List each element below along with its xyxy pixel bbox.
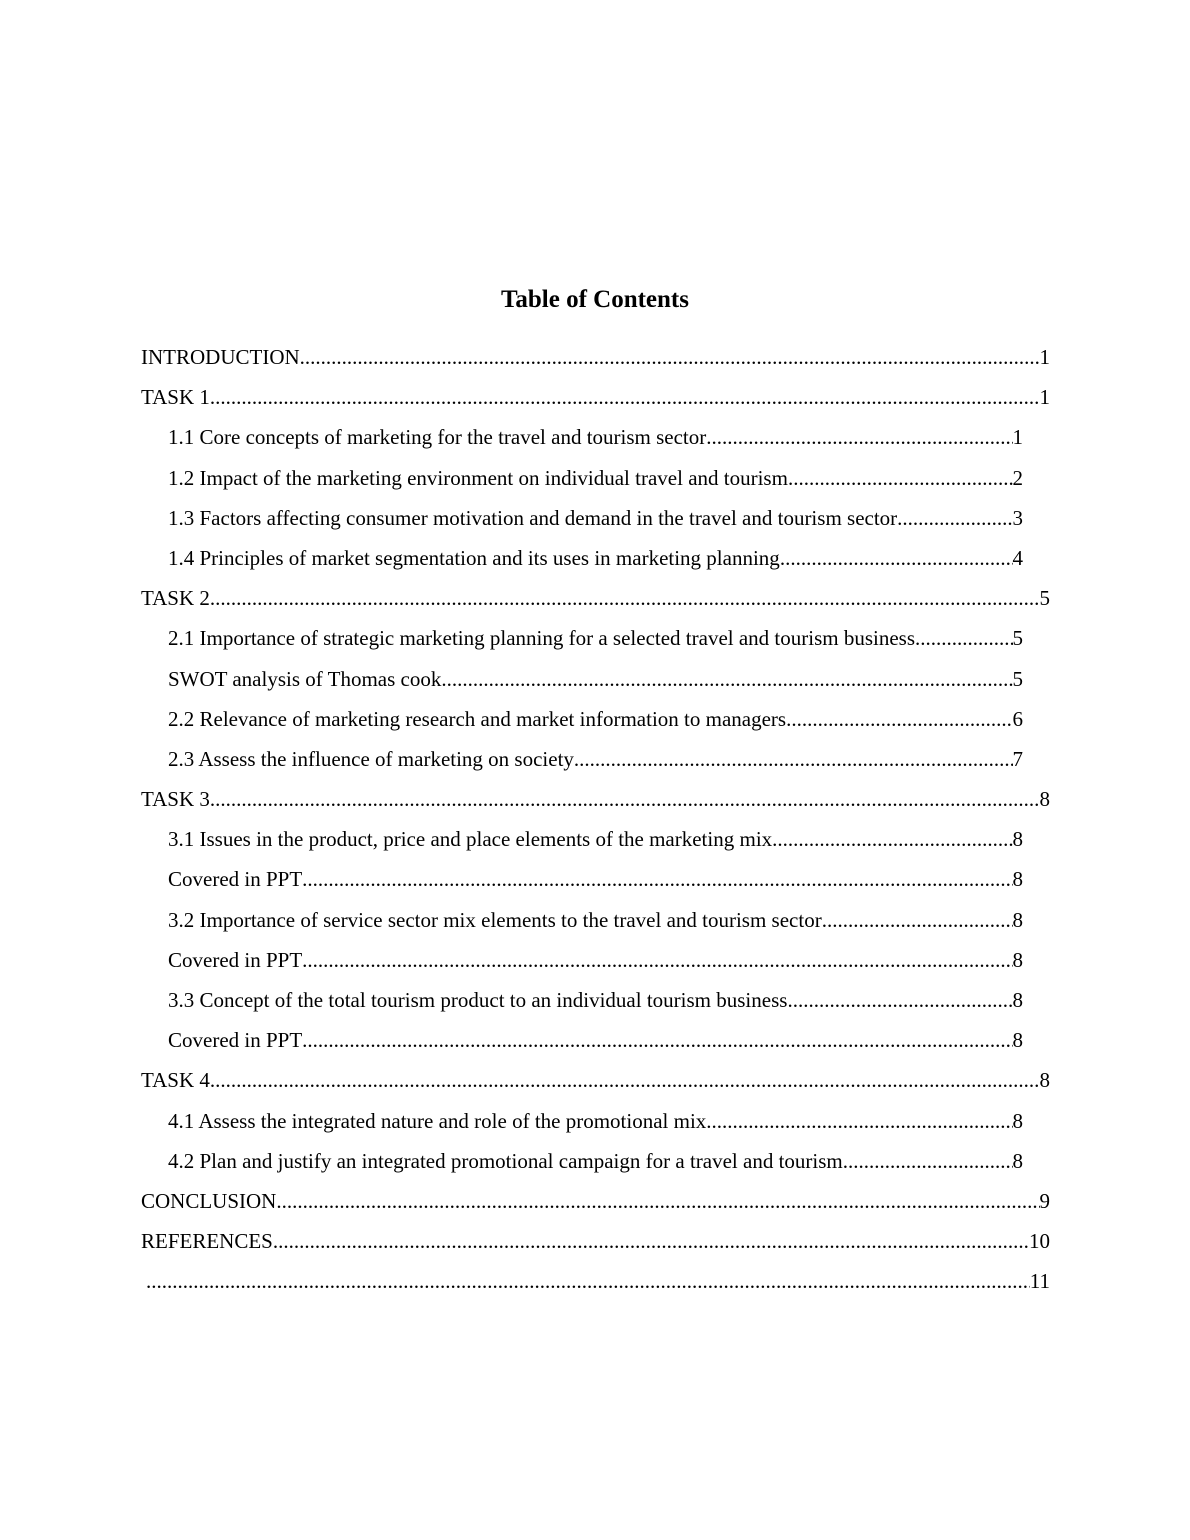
toc-entry-line — [141, 1221, 1050, 1261]
toc-entry[interactable] — [0, 578, 1190, 618]
toc-page-number: 5 — [1012, 666, 1023, 691]
toc-dot-leader — [786, 699, 1012, 739]
toc-entry[interactable] — [0, 1020, 1190, 1060]
toc-entry-line — [168, 739, 1023, 779]
toc-dot-leader — [276, 1181, 1039, 1221]
toc-entry-text: TASK 4 — [141, 1068, 210, 1093]
toc-entry-text: 1.1 Core concepts of marketing for the travel and tourism sector — [168, 425, 707, 450]
toc-entry-text: REFERENCES — [141, 1229, 273, 1254]
toc-entry-text: TASK 2 — [141, 586, 210, 611]
toc-entry-line — [168, 538, 1023, 578]
toc-page-number: 9 — [1039, 1188, 1050, 1213]
toc-page-number: 10 — [1029, 1229, 1050, 1254]
toc-entry-line — [141, 377, 1050, 417]
toc-entry-line — [168, 699, 1023, 739]
toc-entry-line — [168, 659, 1023, 699]
toc-entry-line — [168, 980, 1023, 1020]
toc-page-number: 8 — [1012, 1108, 1023, 1133]
toc-page-number: 8 — [1012, 867, 1023, 892]
toc-page-number: 8 — [1012, 827, 1023, 852]
toc-dot-leader — [788, 458, 1013, 498]
toc-dot-leader — [780, 538, 1013, 578]
toc-entry-text: Covered in PPT — [168, 867, 303, 892]
toc-entry[interactable] — [0, 699, 1190, 739]
toc-dot-leader — [574, 739, 1013, 779]
toc-entry-line — [168, 417, 1023, 457]
toc-entry-text: 4.1 Assess the integrated nature and role of the promotional mix — [168, 1108, 707, 1133]
toc-entry-text: 1.4 Principles of market segmentation and its uses in marketing planning — [168, 545, 780, 570]
toc-entry-line — [168, 1020, 1023, 1060]
toc-entry[interactable] — [0, 980, 1190, 1020]
toc-entry-line — [168, 819, 1023, 859]
toc-entry[interactable] — [0, 1221, 1190, 1261]
toc-entry-text: Covered in PPT — [168, 947, 303, 972]
toc-entry[interactable] — [0, 779, 1190, 819]
toc-page-number: 5 — [1039, 586, 1050, 611]
toc-dot-leader — [302, 940, 1012, 980]
toc-entry[interactable] — [0, 819, 1190, 859]
toc-dot-leader — [772, 819, 1012, 859]
toc-page-number: 1 — [1012, 425, 1023, 450]
toc-entry-text: 2.1 Importance of strategic marketing planning for a selected travel and tourism business — [168, 626, 916, 651]
toc-entry-line — [168, 940, 1023, 980]
toc-entry-text: 1.3 Factors affecting consumer motivation and demand in the travel and tourism sector — [168, 505, 898, 530]
toc-entry[interactable] — [0, 900, 1190, 940]
toc-dot-leader — [300, 337, 1040, 377]
toc-dot-leader — [210, 1060, 1040, 1100]
toc-dot-leader — [273, 1221, 1029, 1261]
toc-entry-text: Covered in PPT — [168, 1028, 303, 1053]
toc-entry-text: TASK 3 — [141, 787, 210, 812]
toc-page-number: 8 — [1012, 1148, 1023, 1173]
toc-entry[interactable] — [0, 859, 1190, 899]
toc-page-number: 1 — [1039, 345, 1050, 369]
toc-entry-line — [168, 900, 1023, 940]
toc-entry[interactable] — [0, 337, 1190, 377]
toc-entry[interactable] — [0, 618, 1190, 658]
toc-entry-line — [168, 1141, 1023, 1181]
toc-entry[interactable] — [0, 1060, 1190, 1100]
toc-entry-line — [168, 1101, 1023, 1141]
toc-dot-leader — [302, 859, 1012, 899]
toc-page-number: 4 — [1012, 545, 1023, 570]
toc-entry[interactable] — [0, 417, 1190, 457]
toc-list — [0, 337, 1190, 1302]
toc-entry[interactable] — [0, 377, 1190, 417]
toc-page-number: 2 — [1012, 465, 1023, 490]
toc-page-number: 7 — [1012, 746, 1023, 771]
toc-entry[interactable] — [0, 940, 1190, 980]
toc-entry-line — [141, 1181, 1050, 1221]
toc-entry-text: 4.2 Plan and justify an integrated promotional campaign for a travel and tourism — [168, 1148, 843, 1173]
toc-entry[interactable] — [0, 1141, 1190, 1181]
toc-entry-text: 3.2 Importance of service sector mix elements to the travel and tourism sector — [168, 907, 822, 932]
toc-dot-leader — [787, 980, 1012, 1020]
toc-entry-line — [141, 1060, 1050, 1100]
toc-entry-text: 3.1 Issues in the product, price and place elements of the marketing mix — [168, 827, 773, 852]
toc-entry-line — [168, 498, 1023, 538]
toc-page-number: 6 — [1012, 706, 1023, 731]
toc-entry-text: TASK 1 — [141, 385, 210, 410]
toc-title: Table of Contents — [501, 286, 689, 313]
toc-page-number: 3 — [1012, 505, 1023, 530]
toc-dot-leader — [146, 1261, 1030, 1301]
toc-entry[interactable] — [0, 538, 1190, 578]
toc-page-number: 8 — [1012, 947, 1023, 972]
toc-page-number: 1 — [1039, 385, 1050, 410]
toc-entry[interactable] — [0, 739, 1190, 779]
toc-entry-text: 2.2 Relevance of marketing research and market information to managers — [168, 706, 787, 731]
toc-dot-leader — [843, 1141, 1013, 1181]
toc-dot-leader — [897, 498, 1012, 538]
toc-dot-leader — [706, 1101, 1012, 1141]
toc-entry-line — [141, 337, 1050, 377]
toc-dot-leader — [915, 618, 1012, 658]
toc-entry-text: 1.2 Impact of the marketing environment on individual travel and tourism — [168, 465, 788, 490]
toc-page-number: 5 — [1012, 626, 1023, 651]
toc-entry-line — [168, 859, 1023, 899]
toc-dot-leader — [441, 659, 1012, 699]
toc-page-number: 8 — [1012, 907, 1023, 932]
toc-dot-leader — [302, 1020, 1012, 1060]
toc-entry-line — [146, 1261, 1050, 1301]
toc-dot-leader — [210, 578, 1040, 618]
toc-page-number: 8 — [1039, 1068, 1050, 1093]
toc-entry-line — [141, 578, 1050, 618]
toc-entry[interactable] — [0, 458, 1190, 498]
toc-entry-text: SWOT analysis of Thomas cook — [168, 666, 442, 691]
toc-dot-leader — [210, 779, 1040, 819]
toc-page-number: 11 — [1029, 1269, 1050, 1294]
toc-entry[interactable] — [0, 498, 1190, 538]
toc-entry-line — [168, 618, 1023, 658]
toc-page-number: 8 — [1012, 1028, 1023, 1053]
toc-entry[interactable] — [0, 1181, 1190, 1221]
toc-dot-leader — [822, 900, 1013, 940]
toc-page-number: 8 — [1012, 988, 1023, 1012]
toc-entry-line — [141, 779, 1050, 819]
toc-entry-text: INTRODUCTION — [141, 345, 300, 369]
toc-entry[interactable] — [0, 1101, 1190, 1141]
toc-dot-leader — [210, 377, 1040, 417]
toc-entry-text: 2.3 Assess the influence of marketing on society — [168, 746, 574, 771]
toc-entry-text: CONCLUSION — [141, 1188, 277, 1213]
toc-entry[interactable] — [0, 659, 1190, 699]
toc-entry-line — [168, 458, 1023, 498]
toc-entry[interactable] — [0, 1261, 1190, 1301]
toc-dot-leader — [706, 417, 1012, 457]
toc-page-number: 8 — [1039, 787, 1050, 812]
toc-entry-text: 3.3 Concept of the total tourism product to an individual tourism business — [168, 988, 788, 1012]
